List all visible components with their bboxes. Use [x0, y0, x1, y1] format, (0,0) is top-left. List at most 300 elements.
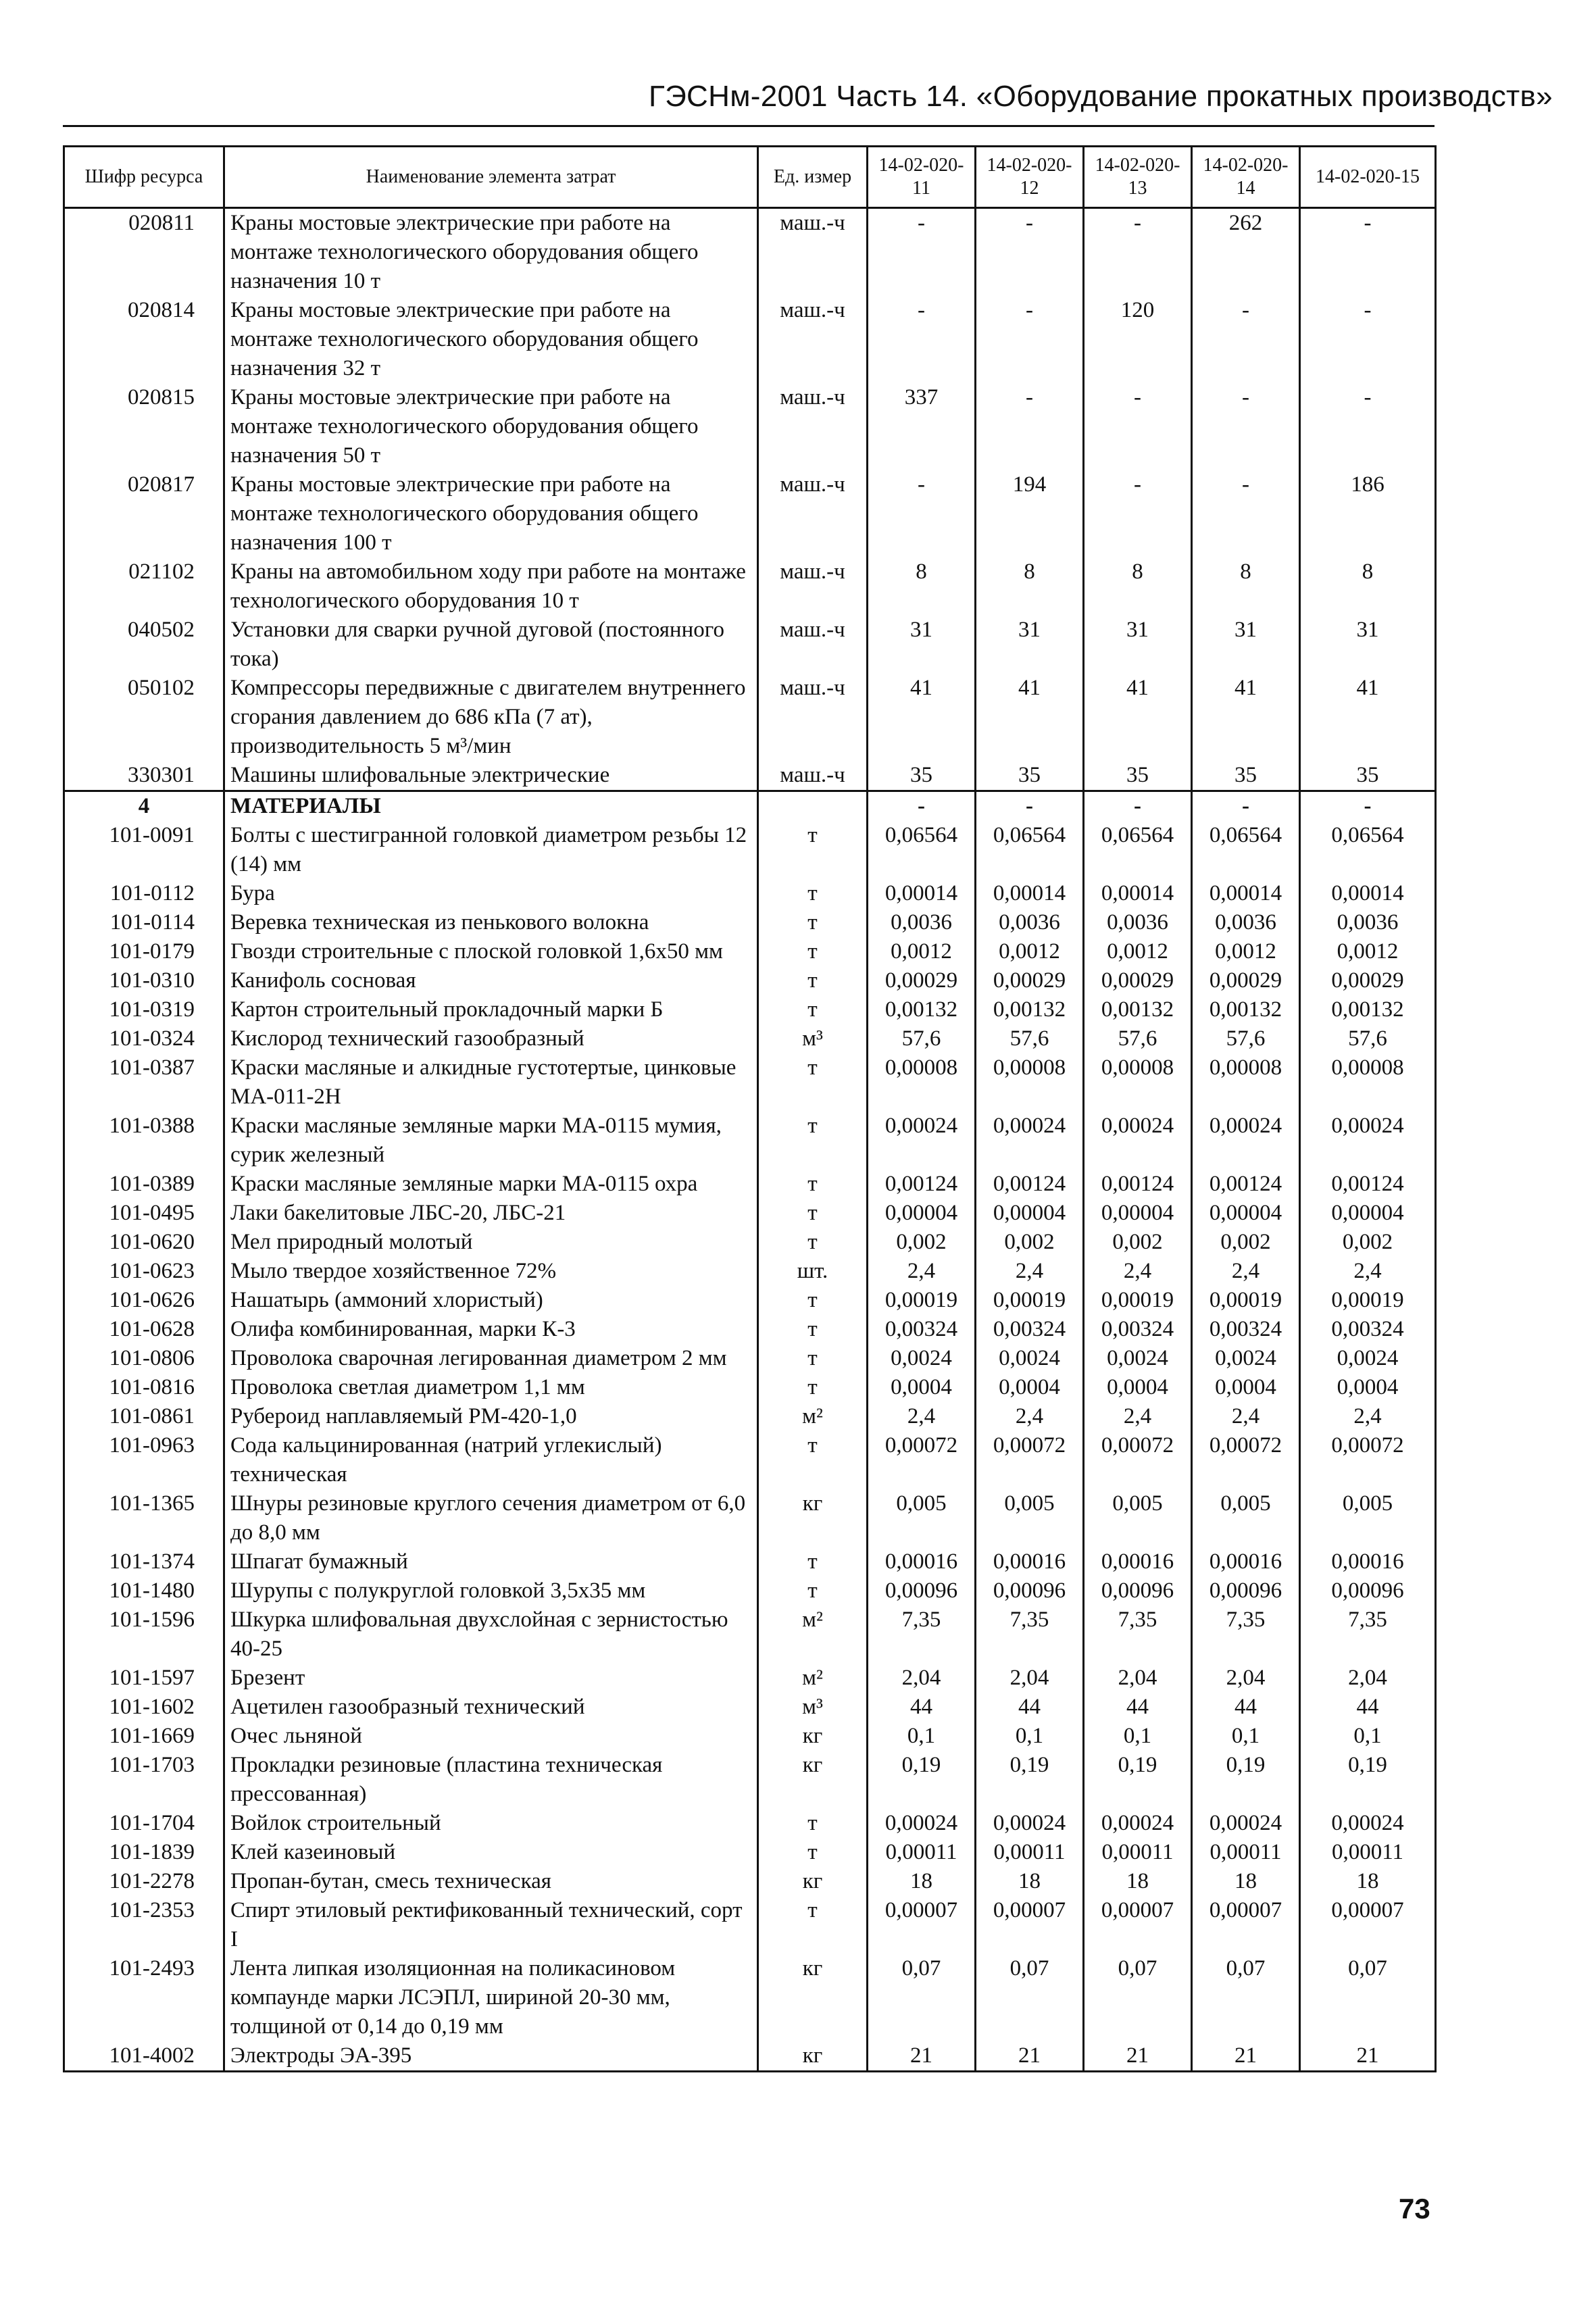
resource-code-cell: 101-0319: [64, 995, 224, 1024]
norm-value-cell: 0,07: [976, 1954, 1084, 2041]
norm-value-cell: 0,06564: [1300, 821, 1436, 879]
table-row: [64, 821, 1436, 879]
table-row: [64, 937, 1436, 966]
unit-cell: т: [758, 995, 868, 1024]
norm-value-cell: 0,00011: [1192, 1838, 1300, 1867]
norm-value-cell: 0,00324: [868, 1315, 976, 1344]
norm-value-cell: 0,00008: [1300, 1053, 1436, 1112]
norm-value-cell: 0,00132: [976, 995, 1084, 1024]
table-body: [64, 208, 1436, 2072]
unit-cell: т: [758, 966, 868, 995]
resource-name-cell: Мыло твердое хозяйственное 72%: [224, 1257, 758, 1286]
norm-value-cell: 0,0036: [1084, 908, 1192, 937]
norm-value-cell: 0,0004: [1300, 1373, 1436, 1402]
norm-value-cell: 0,00024: [976, 1112, 1084, 1170]
resource-name-cell: Краны мостовые электрические при работе на монтаже технологического оборудования общего назначения 50 т: [224, 383, 758, 470]
norm-value-cell: 0,00007: [1084, 1896, 1192, 1954]
resource-code-cell: 101-0324: [64, 1024, 224, 1053]
table-row: [64, 1228, 1436, 1257]
norm-value-cell: -: [1300, 791, 1436, 822]
norm-value-cell: 0,00008: [868, 1053, 976, 1112]
norm-value-cell: 8: [1084, 557, 1192, 616]
unit-cell: т: [758, 1809, 868, 1838]
norm-value-cell: 41: [1084, 674, 1192, 761]
unit-cell: т: [758, 879, 868, 908]
resource-name-cell: МАТЕРИАЛЫ: [224, 791, 758, 822]
norm-value-cell: 0,00024: [868, 1112, 976, 1170]
norm-value-cell: 0,00024: [1192, 1809, 1300, 1838]
unit-cell: т: [758, 1315, 868, 1344]
norm-value-cell: 0,00024: [976, 1809, 1084, 1838]
table-row: [64, 1257, 1436, 1286]
resource-code-cell: 101-1703: [64, 1751, 224, 1809]
unit-cell: маш.-ч: [758, 208, 868, 297]
table-row: [64, 995, 1436, 1024]
norm-value-cell: 0,002: [868, 1228, 976, 1257]
norm-value-cell: 0,00132: [1084, 995, 1192, 1024]
norm-value-cell: 0,06564: [1192, 821, 1300, 879]
table-row: [64, 1024, 1436, 1053]
norm-value-cell: 31: [868, 616, 976, 674]
norm-value-cell: 0,0036: [1192, 908, 1300, 937]
norm-value-cell: 0,0024: [1084, 1344, 1192, 1373]
resource-name-cell: Краски масляные земляные марки МА-0115 охра: [224, 1170, 758, 1199]
norm-value-cell: 0,0012: [1300, 937, 1436, 966]
table-row: [64, 1315, 1436, 1344]
norm-value-cell: -: [1192, 383, 1300, 470]
norm-value-cell: 0,00004: [976, 1199, 1084, 1228]
resource-name-cell: Краны мостовые электрические при работе на монтаже технологического оборудования общего назначения 32 т: [224, 296, 758, 383]
column-header-name: Наименование элемента затрат: [224, 147, 758, 208]
norm-value-cell: 0,00072: [868, 1431, 976, 1489]
table-row: [64, 1576, 1436, 1605]
column-header-norm: 14-02-020-11: [868, 147, 976, 208]
norm-value-cell: 44: [1300, 1693, 1436, 1722]
norm-value-cell: 0,07: [1300, 1954, 1436, 2041]
norm-value-cell: 35: [1300, 761, 1436, 791]
resource-code-cell: 101-2278: [64, 1867, 224, 1896]
norm-value-cell: 0,00096: [1084, 1576, 1192, 1605]
resource-code-cell: 020811: [64, 208, 224, 297]
norm-value-cell: -: [868, 470, 976, 557]
norm-value-cell: 0,00016: [868, 1547, 976, 1576]
norm-value-cell: 0,19: [1192, 1751, 1300, 1809]
column-header-unit: Ед. измер: [758, 147, 868, 208]
unit-cell: т: [758, 1053, 868, 1112]
norm-value-cell: 0,0004: [1084, 1373, 1192, 1402]
table-row: [64, 1896, 1436, 1954]
unit-cell: маш.-ч: [758, 761, 868, 791]
norm-value-cell: -: [976, 296, 1084, 383]
norm-value-cell: 0,00132: [1192, 995, 1300, 1024]
norm-value-cell: 0,0024: [1192, 1344, 1300, 1373]
norm-value-cell: 2,4: [868, 1402, 976, 1431]
norm-value-cell: 0,00014: [1084, 879, 1192, 908]
norm-value-cell: 44: [868, 1693, 976, 1722]
norm-value-cell: 18: [1192, 1867, 1300, 1896]
resource-code-cell: 101-0388: [64, 1112, 224, 1170]
table-row: [64, 1053, 1436, 1112]
resource-code-cell: 101-0963: [64, 1431, 224, 1489]
norm-value-cell: 0,19: [868, 1751, 976, 1809]
norm-value-cell: 0,002: [1300, 1228, 1436, 1257]
unit-cell: шт.: [758, 1257, 868, 1286]
norm-value-cell: 2,4: [1192, 1257, 1300, 1286]
norm-value-cell: 0,00019: [868, 1286, 976, 1315]
norm-value-cell: 7,35: [1084, 1605, 1192, 1664]
resource-name-cell: Олифа комбинированная, марки К-3: [224, 1315, 758, 1344]
norm-value-cell: 2,04: [976, 1664, 1084, 1693]
norm-value-cell: 0,00029: [976, 966, 1084, 995]
norm-value-cell: 0,00004: [1084, 1199, 1192, 1228]
resource-name-cell: Установки для сварки ручной дуговой (постоянного тока): [224, 616, 758, 674]
section-row: [64, 791, 1436, 822]
table-row: [64, 2041, 1436, 2072]
norm-value-cell: 41: [868, 674, 976, 761]
norm-value-cell: 2,4: [1300, 1402, 1436, 1431]
norm-value-cell: 0,00124: [1192, 1170, 1300, 1199]
norm-value-cell: 2,4: [1084, 1402, 1192, 1431]
resource-code-cell: 101-1669: [64, 1722, 224, 1751]
norm-value-cell: 21: [1300, 2041, 1436, 2072]
norm-value-cell: 8: [868, 557, 976, 616]
norm-value-cell: 0,005: [868, 1489, 976, 1547]
norm-value-cell: 0,00072: [1300, 1431, 1436, 1489]
table-header-row: [64, 147, 1436, 208]
unit-cell: [758, 791, 868, 822]
table-row: [64, 1722, 1436, 1751]
norm-value-cell: 0,00024: [868, 1809, 976, 1838]
column-header-norm: 14-02-020-12: [976, 147, 1084, 208]
norm-value-cell: 0,19: [1084, 1751, 1192, 1809]
resource-code-cell: 020814: [64, 296, 224, 383]
norm-value-cell: 0,07: [1084, 1954, 1192, 2041]
table-row: [64, 1286, 1436, 1315]
norm-value-cell: 0,00029: [1084, 966, 1192, 995]
norm-value-cell: 0,0024: [868, 1344, 976, 1373]
norm-value-cell: -: [1300, 383, 1436, 470]
resource-code-cell: 101-0387: [64, 1053, 224, 1112]
norm-value-cell: 0,0012: [1084, 937, 1192, 966]
resource-name-cell: Краны мостовые электрические при работе на монтаже технологического оборудования общего назначения 100 т: [224, 470, 758, 557]
norm-value-cell: 0,06564: [976, 821, 1084, 879]
norm-value-cell: 2,4: [868, 1257, 976, 1286]
norm-value-cell: 2,4: [1192, 1402, 1300, 1431]
norm-value-cell: 0,0024: [976, 1344, 1084, 1373]
resource-name-cell: Пропан-бутан, смесь техническая: [224, 1867, 758, 1896]
unit-cell: м³: [758, 1024, 868, 1053]
unit-cell: маш.-ч: [758, 557, 868, 616]
norm-value-cell: 18: [1084, 1867, 1192, 1896]
table-row: [64, 674, 1436, 761]
norm-value-cell: 2,04: [1192, 1664, 1300, 1693]
resource-code-cell: 101-2353: [64, 1896, 224, 1954]
norm-value-cell: 31: [1084, 616, 1192, 674]
norm-value-cell: 0,00072: [976, 1431, 1084, 1489]
unit-cell: маш.-ч: [758, 296, 868, 383]
norm-value-cell: 0,1: [1192, 1722, 1300, 1751]
norm-value-cell: 18: [868, 1867, 976, 1896]
norm-value-cell: 57,6: [1084, 1024, 1192, 1053]
resource-name-cell: Краски масляные земляные марки МА-0115 мумия, сурик железный: [224, 1112, 758, 1170]
column-header-norm: 14-02-020-13: [1084, 147, 1192, 208]
resource-code-cell: 101-2493: [64, 1954, 224, 2041]
resource-name-cell: Сода кальцинированная (натрий углекислый) техническая: [224, 1431, 758, 1489]
resource-code-cell: 101-0620: [64, 1228, 224, 1257]
norm-value-cell: -: [976, 791, 1084, 822]
norm-value-cell: 0,00011: [1084, 1838, 1192, 1867]
unit-cell: м²: [758, 1664, 868, 1693]
norm-value-cell: -: [1084, 470, 1192, 557]
norm-value-cell: 194: [976, 470, 1084, 557]
unit-cell: т: [758, 1228, 868, 1257]
resource-name-cell: Шурупы с полукруглой головкой 3,5х35 мм: [224, 1576, 758, 1605]
norm-value-cell: 0,0024: [1300, 1344, 1436, 1373]
norm-value-cell: 7,35: [1300, 1605, 1436, 1664]
norm-value-cell: 2,4: [976, 1402, 1084, 1431]
norm-value-cell: 2,4: [1300, 1257, 1436, 1286]
norm-value-cell: 0,00024: [1084, 1809, 1192, 1838]
norm-value-cell: 21: [976, 2041, 1084, 2072]
resource-code-cell: 101-0310: [64, 966, 224, 995]
resource-name-cell: Шпагат бумажный: [224, 1547, 758, 1576]
unit-cell: т: [758, 1112, 868, 1170]
unit-cell: т: [758, 1547, 868, 1576]
resource-code-cell: 101-1602: [64, 1693, 224, 1722]
table-row: [64, 1344, 1436, 1373]
norm-value-cell: -: [976, 383, 1084, 470]
table-row: [64, 1664, 1436, 1693]
norm-value-cell: 0,07: [1192, 1954, 1300, 2041]
norm-value-cell: 0,00024: [1300, 1112, 1436, 1170]
resource-code-cell: 101-1374: [64, 1547, 224, 1576]
norm-value-cell: 0,002: [1084, 1228, 1192, 1257]
resource-code-cell: 101-0091: [64, 821, 224, 879]
norm-value-cell: 0,00004: [1192, 1199, 1300, 1228]
norm-value-cell: 0,00096: [1192, 1576, 1300, 1605]
resource-code-cell: 021102: [64, 557, 224, 616]
table-row: [64, 1199, 1436, 1228]
resource-name-cell: Прокладки резиновые (пластина техническая прессованная): [224, 1751, 758, 1809]
norm-value-cell: 0,002: [1192, 1228, 1300, 1257]
norm-value-cell: 57,6: [976, 1024, 1084, 1053]
unit-cell: кг: [758, 1751, 868, 1809]
resource-name-cell: Картон строительный прокладочный марки Б: [224, 995, 758, 1024]
norm-value-cell: 21: [868, 2041, 976, 2072]
column-header-norm: 14-02-020-14: [1192, 147, 1300, 208]
resource-name-cell: Нашатырь (аммоний хлористый): [224, 1286, 758, 1315]
norm-value-cell: 0,0012: [868, 937, 976, 966]
resource-name-cell: Краски масляные и алкидные густотертые, цинковые МА-011-2Н: [224, 1053, 758, 1112]
norm-value-cell: 0,00019: [976, 1286, 1084, 1315]
norm-value-cell: 0,00029: [1300, 966, 1436, 995]
norm-value-cell: -: [1192, 470, 1300, 557]
unit-cell: маш.-ч: [758, 674, 868, 761]
resource-name-cell: Мел природный молотый: [224, 1228, 758, 1257]
unit-cell: т: [758, 1576, 868, 1605]
resource-code-cell: 040502: [64, 616, 224, 674]
table-row: [64, 1693, 1436, 1722]
norm-value-cell: 120: [1084, 296, 1192, 383]
norm-value-cell: 262: [1192, 208, 1300, 297]
norm-value-cell: 0,002: [976, 1228, 1084, 1257]
table-row: [64, 1751, 1436, 1809]
norm-value-cell: 35: [1084, 761, 1192, 791]
norm-value-cell: 0,00029: [1192, 966, 1300, 995]
resource-code-cell: 101-4002: [64, 2041, 224, 2072]
norm-value-cell: 0,00007: [868, 1896, 976, 1954]
resource-code-cell: 101-0114: [64, 908, 224, 937]
resource-code-cell: 101-1839: [64, 1838, 224, 1867]
norm-value-cell: 35: [1192, 761, 1300, 791]
norm-value-cell: 0,00011: [868, 1838, 976, 1867]
norm-value-cell: -: [1084, 791, 1192, 822]
unit-cell: м²: [758, 1605, 868, 1664]
resource-code-cell: 101-0806: [64, 1344, 224, 1373]
norm-value-cell: 0,1: [1300, 1722, 1436, 1751]
unit-cell: т: [758, 1199, 868, 1228]
resource-name-cell: Гвозди строительные с плоской головкой 1,6х50 мм: [224, 937, 758, 966]
table-row: [64, 1170, 1436, 1199]
table-row: [64, 1954, 1436, 2041]
resource-code-cell: 101-0861: [64, 1402, 224, 1431]
norm-value-cell: 0,06564: [868, 821, 976, 879]
norm-value-cell: -: [1300, 208, 1436, 297]
resource-name-cell: Бура: [224, 879, 758, 908]
resource-name-cell: Лаки бакелитовые ЛБС-20, ЛБС-21: [224, 1199, 758, 1228]
norm-value-cell: 0,005: [976, 1489, 1084, 1547]
norm-value-cell: 0,00132: [868, 995, 976, 1024]
norm-value-cell: 0,0004: [1192, 1373, 1300, 1402]
resource-code-cell: 101-0816: [64, 1373, 224, 1402]
table-row: [64, 761, 1436, 791]
table-row: [64, 1809, 1436, 1838]
norm-value-cell: 44: [976, 1693, 1084, 1722]
table-row: [64, 616, 1436, 674]
norm-value-cell: 0,06564: [1084, 821, 1192, 879]
resource-code-cell: 050102: [64, 674, 224, 761]
table-row: [64, 1112, 1436, 1170]
norm-value-cell: -: [868, 208, 976, 297]
norm-value-cell: 0,0004: [868, 1373, 976, 1402]
resource-code-cell: 101-1480: [64, 1576, 224, 1605]
norm-value-cell: 41: [1192, 674, 1300, 761]
norm-value-cell: 7,35: [976, 1605, 1084, 1664]
norm-value-cell: 7,35: [868, 1605, 976, 1664]
table-row: [64, 383, 1436, 470]
norm-value-cell: -: [1084, 383, 1192, 470]
table-row: [64, 1373, 1436, 1402]
page-header-title: ГЭСНм-2001 Часть 14. «Оборудование прокатных производств»: [649, 80, 1553, 113]
norm-value-cell: 0,00324: [1300, 1315, 1436, 1344]
norm-value-cell: 0,005: [1300, 1489, 1436, 1547]
resource-name-cell: Лента липкая изоляционная на поликасиновом компаунде марки ЛСЭПЛ, шириной 20-30 мм, толщиной от 0,14 до 0,19 мм: [224, 1954, 758, 2041]
norm-value-cell: 2,4: [976, 1257, 1084, 1286]
column-header-norm: 14-02-020-15: [1300, 147, 1436, 208]
unit-cell: м³: [758, 1693, 868, 1722]
norm-value-cell: 0,00011: [1300, 1838, 1436, 1867]
norm-value-cell: -: [868, 791, 976, 822]
resource-name-cell: Кислород технический газообразный: [224, 1024, 758, 1053]
norm-value-cell: 21: [1084, 2041, 1192, 2072]
norm-value-cell: 0,00008: [1192, 1053, 1300, 1112]
norm-value-cell: 35: [976, 761, 1084, 791]
resource-norms-table: [63, 145, 1437, 2072]
unit-cell: т: [758, 908, 868, 937]
resource-name-cell: Войлок строительный: [224, 1809, 758, 1838]
norm-value-cell: 0,00011: [976, 1838, 1084, 1867]
norm-value-cell: 0,00016: [1084, 1547, 1192, 1576]
norm-value-cell: 0,005: [1192, 1489, 1300, 1547]
norm-value-cell: 31: [1300, 616, 1436, 674]
table-row: [64, 557, 1436, 616]
norm-value-cell: 0,00324: [976, 1315, 1084, 1344]
norm-value-cell: 0,00024: [1300, 1809, 1436, 1838]
unit-cell: т: [758, 937, 868, 966]
resource-name-cell: Проволока светлая диаметром 1,1 мм: [224, 1373, 758, 1402]
unit-cell: кг: [758, 1489, 868, 1547]
table-row: [64, 879, 1436, 908]
norm-value-cell: 0,00014: [976, 879, 1084, 908]
norm-value-cell: 0,00029: [868, 966, 976, 995]
resource-code-cell: 101-0623: [64, 1257, 224, 1286]
table-row: [64, 908, 1436, 937]
norm-value-cell: 0,00096: [868, 1576, 976, 1605]
unit-cell: т: [758, 821, 868, 879]
norm-value-cell: 0,00016: [1192, 1547, 1300, 1576]
resource-code-cell: 101-0628: [64, 1315, 224, 1344]
norm-value-cell: 0,00019: [1300, 1286, 1436, 1315]
norm-value-cell: 18: [976, 1867, 1084, 1896]
norm-value-cell: 0,00324: [1084, 1315, 1192, 1344]
resource-name-cell: Компрессоры передвижные с двигателем внутреннего сгорания давлением до 686 кПа (7 ат), производительность 5 м³/мин: [224, 674, 758, 761]
norm-value-cell: 0,07: [868, 1954, 976, 2041]
norm-value-cell: 0,00024: [1192, 1112, 1300, 1170]
norm-value-cell: 0,0012: [1192, 937, 1300, 966]
norm-value-cell: 18: [1300, 1867, 1436, 1896]
table-row: [64, 296, 1436, 383]
norm-value-cell: 0,00072: [1192, 1431, 1300, 1489]
norm-value-cell: 0,1: [976, 1722, 1084, 1751]
norm-value-cell: 0,0036: [868, 908, 976, 937]
resource-name-cell: Краны мостовые электрические при работе на монтаже технологического оборудования общего назначения 10 т: [224, 208, 758, 297]
unit-cell: т: [758, 1373, 868, 1402]
resource-code-cell: 101-0389: [64, 1170, 224, 1199]
header-divider: [63, 125, 1435, 127]
norm-value-cell: 337: [868, 383, 976, 470]
norm-value-cell: 8: [1192, 557, 1300, 616]
table-row: [64, 1547, 1436, 1576]
norm-value-cell: 0,00072: [1084, 1431, 1192, 1489]
unit-cell: кг: [758, 1954, 868, 2041]
table-row: [64, 966, 1436, 995]
norm-value-cell: 0,00019: [1084, 1286, 1192, 1315]
resource-name-cell: Проволока сварочная легированная диаметром 2 мм: [224, 1344, 758, 1373]
resource-name-cell: Очес льняной: [224, 1722, 758, 1751]
resource-name-cell: Шкурка шлифовальная двухслойная с зернистостью 40-25: [224, 1605, 758, 1664]
norm-value-cell: 0,19: [1300, 1751, 1436, 1809]
norm-value-cell: 57,6: [1192, 1024, 1300, 1053]
resource-code-cell: 101-0112: [64, 879, 224, 908]
norm-value-cell: 0,00124: [1300, 1170, 1436, 1199]
norm-value-cell: 0,00024: [1084, 1112, 1192, 1170]
resource-name-cell: Канифоль сосновая: [224, 966, 758, 995]
norm-value-cell: 8: [1300, 557, 1436, 616]
resource-name-cell: Спирт этиловый ректификованный технический, сорт I: [224, 1896, 758, 1954]
norm-value-cell: 35: [868, 761, 976, 791]
resource-name-cell: Машины шлифовальные электрические: [224, 761, 758, 791]
norm-value-cell: -: [976, 208, 1084, 297]
